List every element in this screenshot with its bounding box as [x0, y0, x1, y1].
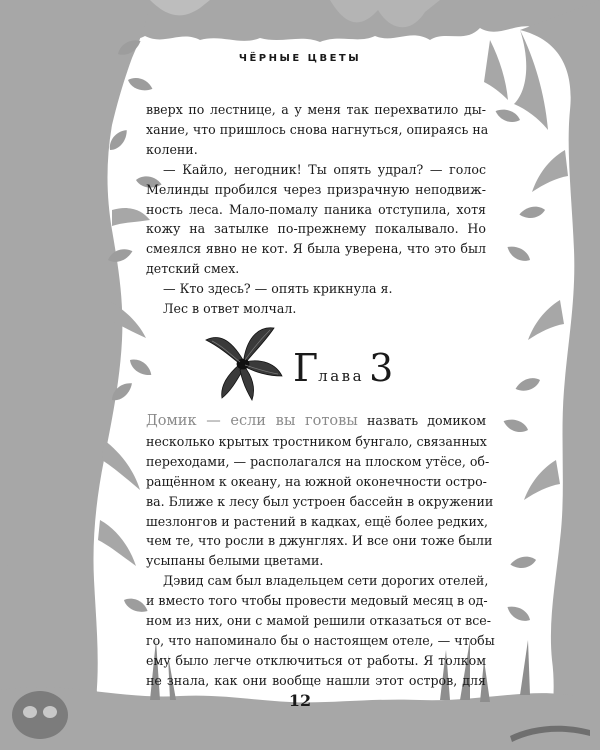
chapter-title [293, 346, 393, 390]
text-line [146, 411, 486, 432]
text-line: ва. Ближе к лесу был устроен бассейн в окружении [146, 493, 494, 509]
text-line-tail: назвать домиком [366, 413, 486, 428]
running-title: ЧЁРНЫЕ ЦВЕТЫ [238, 53, 362, 64]
text-line: не знала, как они вообще нашли этот остров, для [146, 672, 486, 688]
chapter-number: 3 [369, 346, 394, 390]
text-line: несколько крытых тростником бунгало, связанных [146, 433, 487, 449]
chapter-heading [200, 318, 500, 408]
text-line: вверх по лестнице, а у меня так перехватило ды- [146, 102, 486, 117]
text-line: — Кто здесь? — опять крикнула я. [163, 281, 393, 297]
body-text-chapter [146, 411, 495, 691]
chapter-title-initial: Г [293, 346, 319, 390]
text-line: ном из них, они с мамой решили отказаться от все- [146, 613, 491, 629]
text-line: кожу на затылке по-прежнему покалывало. Но [146, 221, 486, 237]
page-number: 12 [288, 691, 312, 710]
text-line: переходами, — располагался на плоском утёсе, об- [146, 453, 490, 469]
text-line: ращённом к океану, на южной оконечности остро- [146, 473, 487, 489]
text-line: детский смех. [146, 261, 240, 277]
chapter-title-word: лава [318, 367, 365, 385]
text-line: усыпаны белыми цветами. [146, 553, 324, 569]
text-line: Лес в ответ молчал. [163, 301, 297, 317]
text-line: колени. [146, 141, 198, 157]
orchid-flower-icon [200, 318, 286, 404]
text-line: — Кайло, негодник! Ты опять удрал? — голос [163, 161, 486, 177]
text-line: хание, что пришлось снова нагнуться, опираясь на [146, 121, 489, 137]
chapter-lead-in: Домик — если вы готовы [146, 413, 358, 429]
text-line: ему было легче отключиться от работы. Я толком [146, 652, 486, 668]
text-line: Мелинды пробился через призрачную неподвиж- [146, 181, 486, 197]
text-line: ность леса. Мало-помалу паника отступила, хотя [146, 201, 486, 217]
text-line: шезлонгов и растений в кадках, ещё более редких, [146, 513, 488, 529]
text-line: и вместо того чтобы провести медовый месяц в од- [146, 593, 488, 609]
text-line: чем те, что росли в джунглях. И все они тоже были [146, 533, 493, 549]
text-line: го, что напоминало бы о настоящем отеле, — чтобы [146, 632, 495, 648]
text-line: Дэвид сам был владельцем сети дорогих отелей, [163, 573, 489, 589]
body-text-top [146, 100, 489, 319]
text-line: смеялся явно не кот. Я была уверена, что это был [146, 241, 486, 257]
